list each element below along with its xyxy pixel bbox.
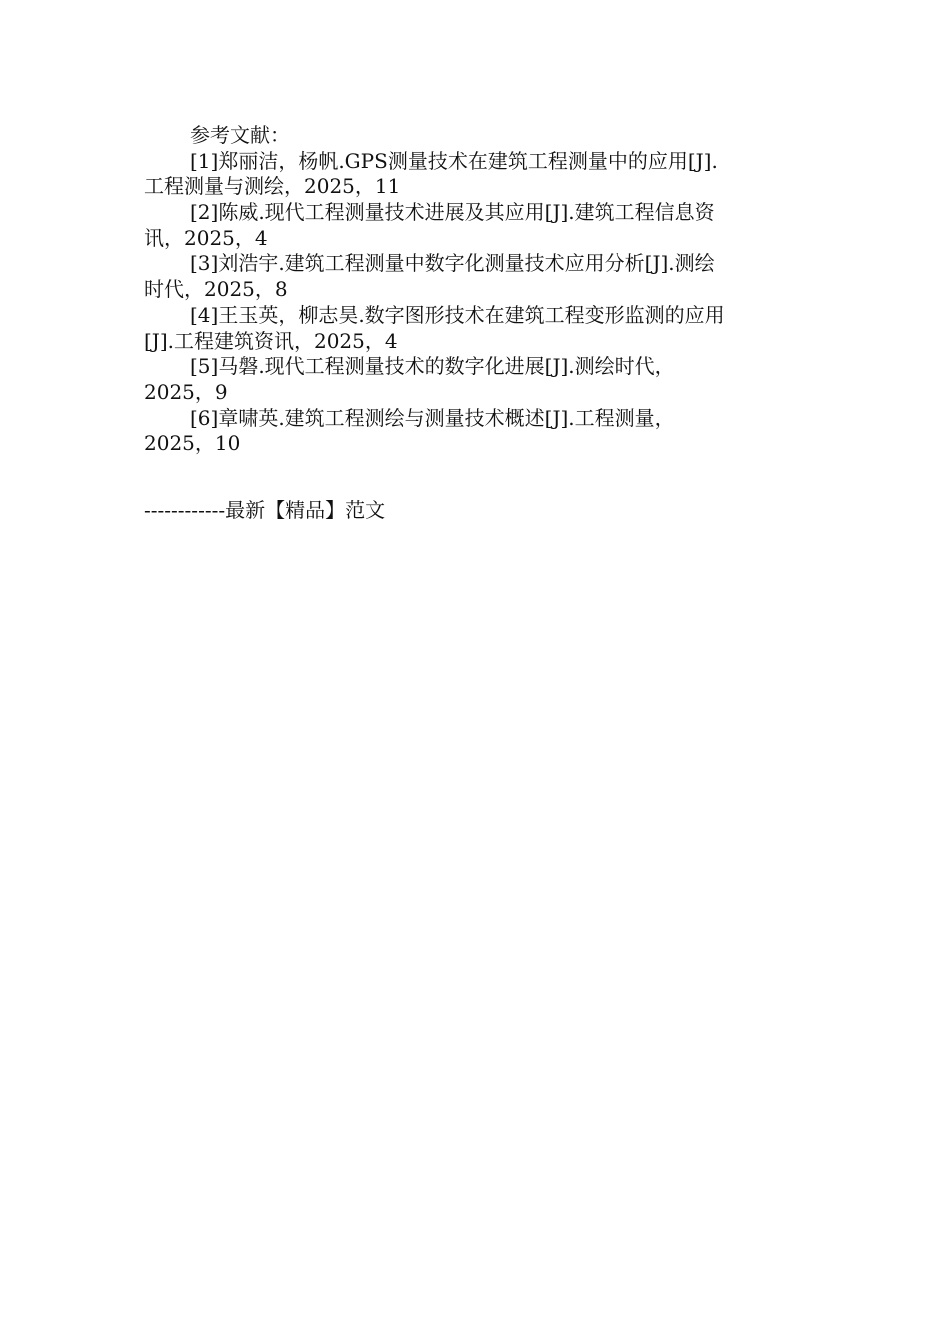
reference-2-line-1: [2]陈威.现代工程测量技术进展及其应用[J].建筑工程信息资 bbox=[190, 200, 715, 225]
reference-1-line-2: 工程测量与测绘，2025，11 bbox=[144, 174, 401, 199]
reference-1-line-1: [1]郑丽洁，杨帆.GPS测量技术在建筑工程测量中的应用[J]. bbox=[190, 148, 718, 173]
reference-3-line-2: 时代，2025，8 bbox=[144, 277, 288, 302]
reference-6-line-1: [6]章啸英.建筑工程测绘与测量技术概述[J].工程测量， bbox=[190, 405, 675, 430]
reference-4-line-1: [4]王玉英，柳志昊.数字图形技术在建筑工程变形监测的应用 bbox=[190, 302, 725, 327]
references-heading: 参考文献： bbox=[190, 123, 290, 147]
footer-tagline: ------------最新【精品】范文 bbox=[144, 498, 386, 522]
references-section bbox=[144, 123, 794, 457]
reference-2-line-2: 讯，2025，4 bbox=[144, 225, 268, 250]
reference-5-line-1: [5]马磐.现代工程测量技术的数字化进展[J].测绘时代， bbox=[190, 354, 675, 379]
reference-6-line-2: 2025，10 bbox=[144, 431, 241, 456]
reference-3-line-1: [3]刘浩宇.建筑工程测量中数字化测量技术应用分析[J].测绘 bbox=[190, 251, 715, 276]
reference-4-line-2: [J].工程建筑资讯，2025，4 bbox=[144, 328, 398, 353]
reference-5-line-2: 2025，9 bbox=[144, 379, 228, 404]
